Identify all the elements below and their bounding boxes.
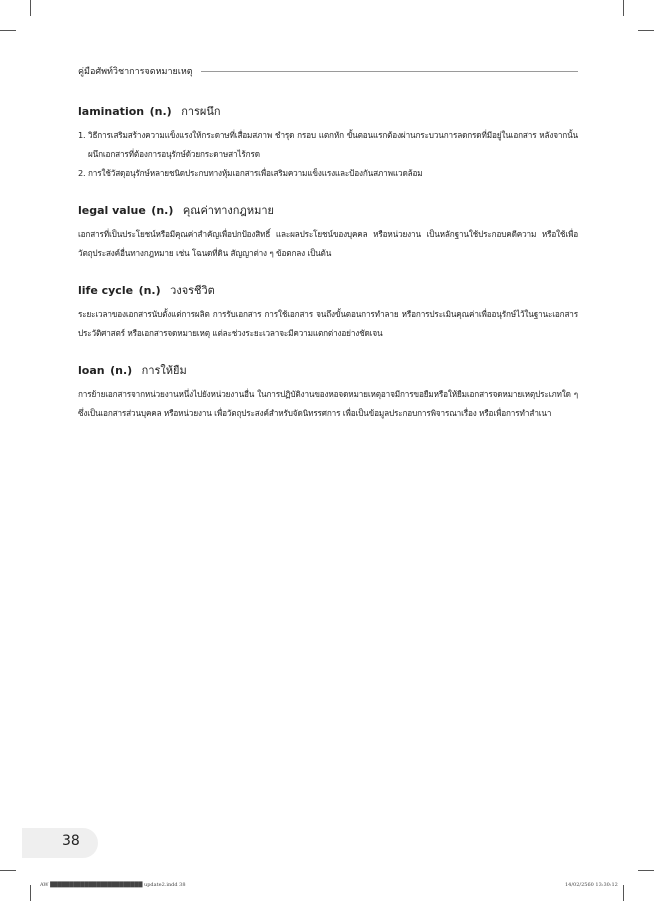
definition-number: 1. — [78, 130, 86, 140]
crop-mark — [623, 885, 624, 901]
crop-mark — [30, 0, 31, 16]
term-line — [78, 283, 578, 299]
part-of-speech: (n.) — [138, 284, 161, 297]
crop-mark — [0, 870, 16, 871]
term: lamination — [78, 105, 145, 118]
definition-item — [78, 126, 578, 164]
glossary-entry-legal-value — [78, 203, 578, 263]
print-slug-filename: AW ████████████████████████ update2.indd 38 — [40, 882, 186, 888]
thai-term: วงจรชีวิต — [170, 284, 215, 297]
glossary-entry-loan — [78, 363, 578, 423]
definition-item — [78, 164, 578, 183]
glossary-entry-lamination — [78, 104, 578, 183]
crop-mark — [638, 30, 654, 31]
term-line — [78, 203, 578, 219]
thai-term: คุณค่าทางกฎหมาย — [182, 204, 274, 217]
crop-mark — [623, 0, 624, 16]
crop-mark — [638, 870, 654, 871]
term-line — [78, 363, 578, 379]
print-slug-timestamp: 14/02/2560 13:30:12 — [565, 882, 618, 888]
thai-term: การให้ยืม — [141, 364, 187, 377]
glossary-entry-life-cycle — [78, 283, 578, 343]
definition-text: วิธีการเสริมสร้างความแข็งแรงให้กระดาษที่เสื่อมสภาพ ชำรุด กรอบ แตกหัก ขั้นตอนแรกต้องผ่านกระบวนการลดกรดที่มีอยู่ในเอกสาร หลังจากนั้นผนึกเอกสารที่ต้องการอนุรักษ์ด้วยกระดาษสาไร้กรด — [88, 130, 578, 159]
term: legal value — [78, 204, 146, 217]
part-of-speech: (n.) — [149, 105, 172, 118]
term: loan — [78, 364, 105, 377]
crop-mark — [0, 30, 16, 31]
definition-number: 2. — [78, 168, 86, 178]
running-head-rule — [201, 71, 578, 72]
definition-text: เอกสารที่เป็นประโยชน์หรือมีคุณค่าสำคัญเพื่อปกป้องสิทธิ์ และผลประโยชน์ของบุคคล หรือหน่วยงาน เป็นหลักฐานใช้ประกอบคดีความ หรือใช้เพื่อวัตถุประสงค์อื่นทางกฎหมาย เช่น โฉนดที่ดิน สัญญาต่าง ๆ ข้อตกลง เป็นต้น — [78, 229, 578, 258]
glossary-content — [78, 104, 578, 443]
definition-text: ระยะเวลาของเอกสารนับตั้งแต่การผลิต การรับเอกสาร การใช้เอกสาร จนถึงขั้นตอนการทำลาย หรือการประเมินคุณค่าเพื่ออนุรักษ์ไว้ในฐานะเอกสารประวัติศาสตร์ หรือเอกสารจดหมายเหตุ แต่ละช่วงระยะเวลาจะมีความแตกต่างอย่างชัดเจน — [78, 309, 578, 338]
page-number: 38 — [62, 833, 80, 849]
part-of-speech: (n.) — [151, 204, 174, 217]
running-head — [78, 64, 578, 78]
crop-mark — [30, 885, 31, 901]
term-line — [78, 104, 578, 120]
definition-text: การใช้วัสดุอนุรักษ์หลายชนิดประกบทางหุ้มเอกสารเพื่อเสริมความแข็งแรงและป้องกันสภาพแวดล้อม — [88, 168, 423, 178]
page-number-tab — [22, 828, 98, 858]
part-of-speech: (n.) — [110, 364, 133, 377]
term: life cycle — [78, 284, 134, 297]
thai-term: การผนึก — [181, 105, 221, 118]
running-head-title: คู่มือศัพท์วิชาการจดหมายเหตุ — [78, 67, 193, 77]
definition-text: การย้ายเอกสารจากหน่วยงานหนึ่งไปยังหน่วยงานอื่น ในการปฏิบัติงานของหอจดหมายเหตุอาจมีการขอยืมหรือให้ยืมเอกสารจดหมายเหตุประเภทใด ๆ ซึ่งเป็นเอกสารส่วนบุคคล หรือหน่วยงาน เพื่อวัตถุประสงค์สำหรับจัดนิทรรศการ เพื่อเป็นข้อมูลประกอบการพิจารณาเรื่อง หรือเพื่อการทำสำเนา — [78, 389, 578, 418]
